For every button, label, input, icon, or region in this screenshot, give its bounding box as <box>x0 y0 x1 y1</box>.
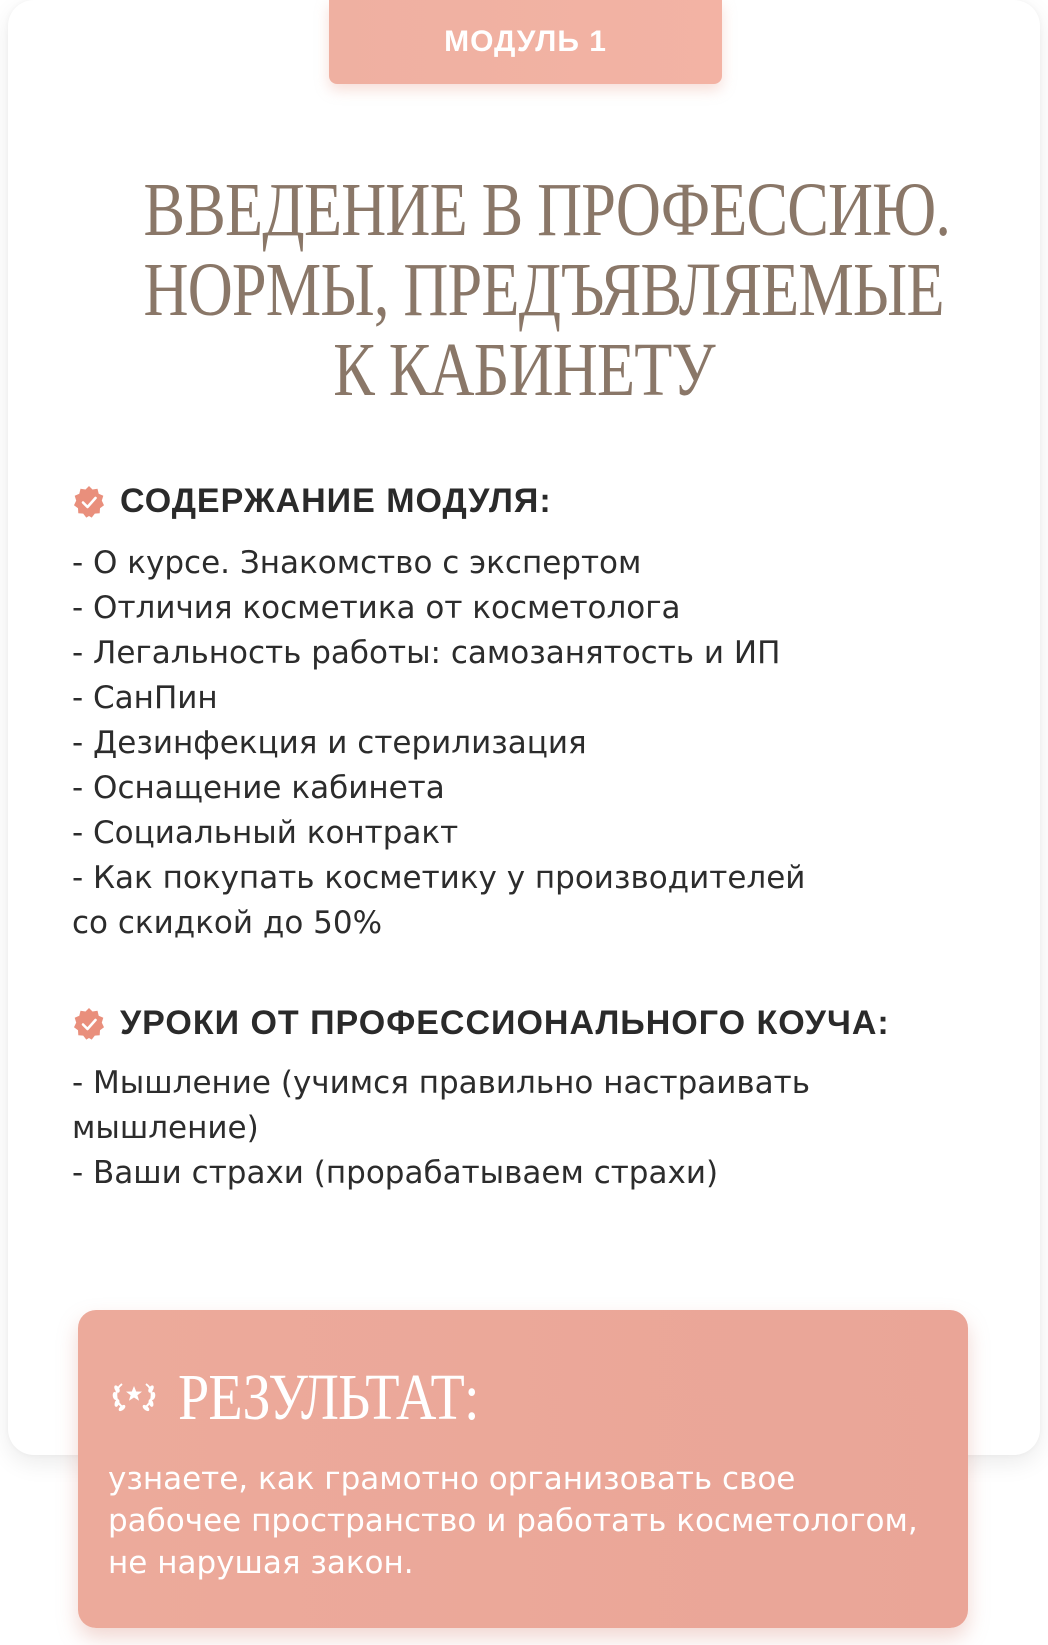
list-item: - Мышление (учимся правильно настраивать <box>72 1065 811 1101</box>
module-title-line: К КАБИНЕТУ <box>333 328 715 412</box>
list-item: - Ваши страхи (прорабатываем страхи) <box>72 1155 719 1191</box>
list-item: со скидкой до 50% <box>72 905 383 941</box>
result-heading <box>108 1360 532 1436</box>
result-title: РЕЗУЛЬТАТ: <box>178 1361 479 1434</box>
list-item: - СанПин <box>72 680 218 716</box>
list-item: - Социальный контракт <box>72 815 459 851</box>
contents-heading-label: СОДЕРЖАНИЕ МОДУЛЯ: <box>120 482 552 520</box>
list-item: - Как покупать косметику у производителей <box>72 860 806 896</box>
contents-list <box>72 541 972 946</box>
module-badge-label: МОДУЛЬ 1 <box>444 25 607 58</box>
list-item: - О курсе. Знакомство с экспертом <box>72 545 642 581</box>
list-item: - Дезинфекция и стерилизация <box>72 725 587 761</box>
module-title <box>143 168 951 412</box>
list-item: - Легальность работы: самозанятость и ИП <box>72 635 781 671</box>
coach-heading-label: УРОКИ ОТ ПРОФЕССИОНАЛЬНОГО КОУЧА: <box>120 1004 890 1042</box>
result-box <box>78 1310 968 1628</box>
module-title-line: ВВЕДЕНИЕ В ПРОФЕССИЮ. <box>143 168 951 252</box>
check-badge-icon <box>72 1007 106 1041</box>
coach-heading <box>72 1004 890 1043</box>
list-item: - Отличия косметика от косметолога <box>72 590 681 626</box>
list-item: мышление) <box>72 1110 259 1146</box>
result-text: узнаете, как грамотно организовать свое рабочее пространство и работать косметологом, не нарушая закон. <box>108 1461 918 1581</box>
module-title-line: НОРМЫ, ПРЕДЪЯВЛЯЕМЫЕ <box>143 248 944 332</box>
laurel-star-icon <box>108 1374 160 1423</box>
list-item: - Оснащение кабинета <box>72 770 445 806</box>
coach-list <box>72 1061 972 1196</box>
module-badge <box>329 0 722 84</box>
contents-heading <box>72 482 552 521</box>
check-badge-icon <box>72 485 106 519</box>
